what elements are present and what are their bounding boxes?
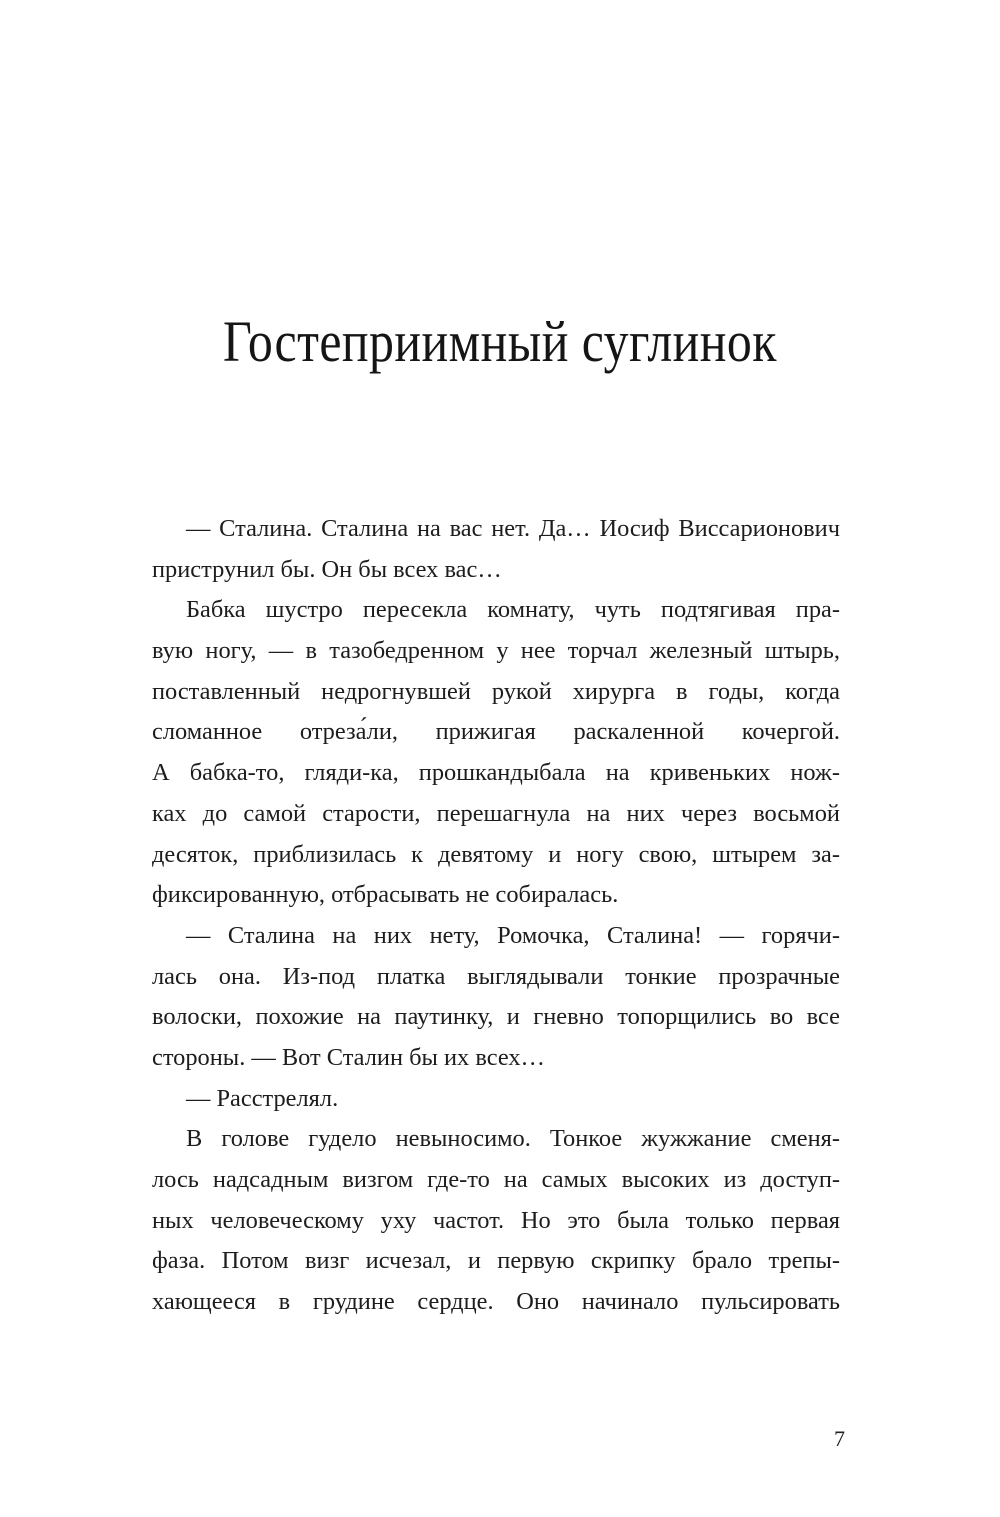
text-line: хающееся в грудине сердце. Оно начинало пульсировать	[152, 1288, 840, 1316]
text-line: фаза. Потом визг исчезал, и первую скрипку брало трепы-	[152, 1247, 840, 1275]
text-line: А бабка-то, гляди-ка, прошкандыбала на кривеньких нож-	[152, 759, 840, 787]
text-line: — Расстрелял.	[186, 1084, 339, 1112]
text-line: лась она. Из-под платка выглядывали тонкие прозрачные	[152, 962, 840, 990]
text-line: Бабка шустро пересекла комнату, чуть подтягивая пра-	[186, 596, 840, 624]
text-line: поставленный недрогнувшей рукой хирурга в годы, когда	[152, 677, 840, 705]
page-number: 7	[834, 1426, 845, 1451]
text-line: В голове гудело невыносимо. Тонкое жужжание сменя-	[186, 1125, 840, 1153]
body-text	[152, 509, 840, 1323]
text-line: ных человеческому уху частот. Но это была только первая	[152, 1206, 840, 1234]
text-line: — Сталина на них нету, Ромочка, Сталина! — горячи-	[186, 921, 840, 949]
text-line: вую ногу, — в тазобедренном у нее торчал железный штырь,	[152, 637, 840, 665]
text-line: волоски, похожие на паутинку, и гневно топорщились во все	[152, 1003, 840, 1031]
text-line: фиксированную, отбрасывать не собиралась.	[152, 881, 619, 909]
text-line: стороны. — Вот Сталин бы их всех…	[152, 1043, 545, 1071]
text-line: ках до самой старости, перешагнула на них через восьмой	[152, 799, 840, 827]
chapter-title: Гостеприимный суглинок	[223, 309, 777, 374]
text-line: десяток, приблизилась к девятому и ногу свою, штырем за-	[152, 840, 840, 868]
text-line: сломанное отреза́ли, прижигая раскаленной кочергой.	[152, 718, 840, 746]
text-line: лось надсадным визгом где-то на самых высоких из доступ-	[152, 1166, 840, 1193]
text-line: приструнил бы. Он бы всех вас…	[152, 555, 502, 583]
text-line: — Сталина. Сталина на вас нет. Да… Иосиф Виссарионович	[186, 515, 840, 542]
